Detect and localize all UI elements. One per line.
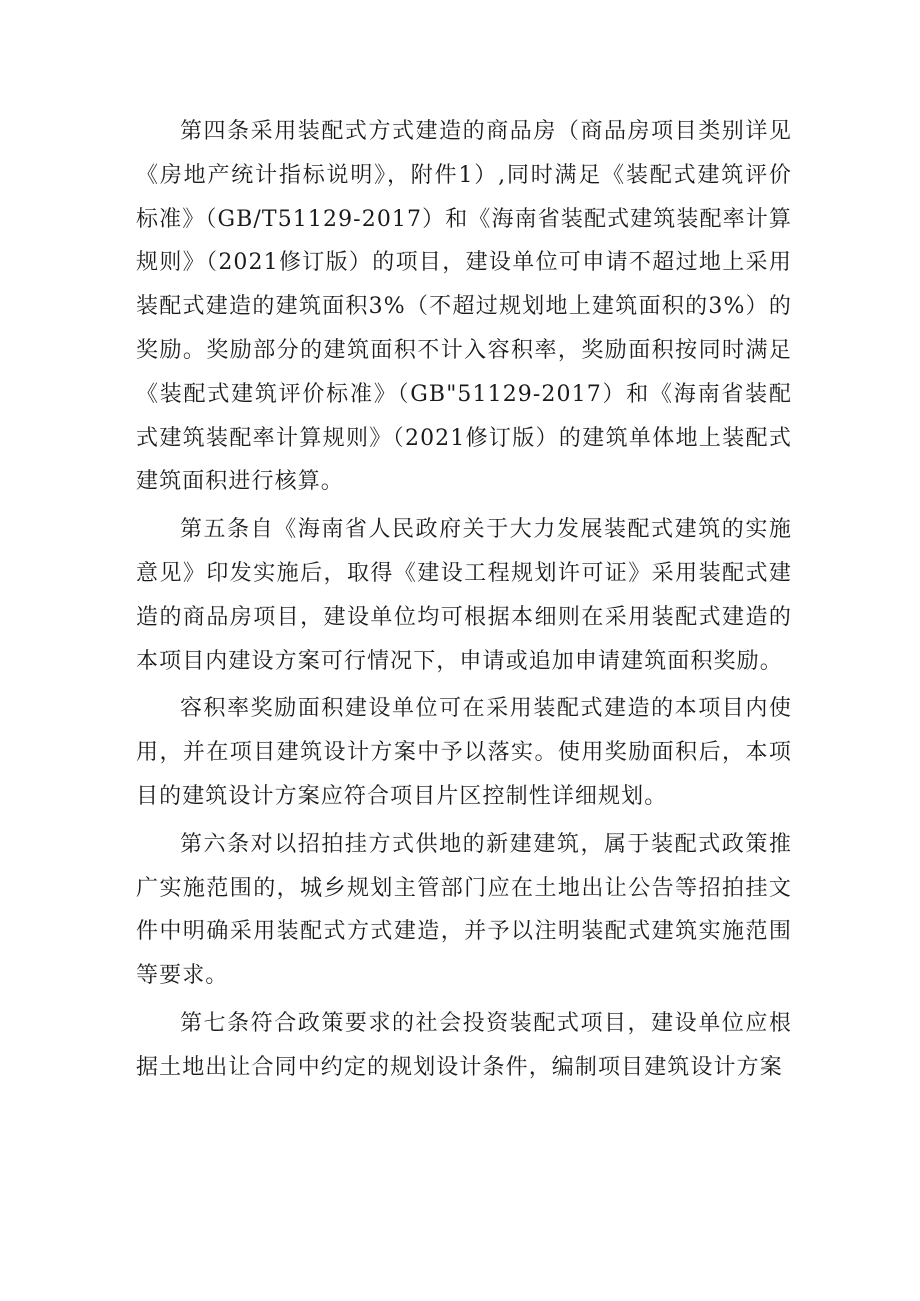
paragraph-article-5: 第五条自《海南省人民政府关于大力发展装配式建筑的实施意见》印发实施后，取得《建设工程规划许可证》采用装配式建造的商品房项目，建设单位均可根据本细则在采用装配式建造的本项目内建设方案可行情况下，申请或追加申请建筑面积奖励。 [136,517,792,674]
paragraph-article-6: 第六条对以招拍挂方式供地的新建建筑，属于装配式政策推广实施范围的，城乡规划主管部门应在土地出让公告等招拍挂文件中明确采用装配式方式建造，并予以注明装配式建筑实施范围等要求。 [136,831,792,989]
paragraph-floor-area-bonus: 容积率奖励面积建设单位可在采用装配式建造的本项目内使用，并在项目建筑设计方案中予以落实。使用奖励面积后，本项目的建筑设计方案应符合项目片区控制性详细规划。 [136,696,792,809]
paragraph-article-7: 第七条符合政策要求的社会投资装配式项目，建设单位应根据土地出让合同中约定的规划设计条件，编制项目建筑设计方案 [136,1010,792,1080]
paragraph-article-4: 第四条采用装配式方式建造的商品房（商品房项目类别详见《房地产统计指标说明》，附件1）,同时满足《装配式建筑评价标准》（GB/T51129-2017）和《海南省装配式建筑装配率计算规则》（2021修订版）的项目，建设单位可申请不超过地上采用装配式建造的建筑面积3%（不超过规划地上建筑面积的3%）的奖励。奖励部分的建筑面积不计入容积率，奖励面积按同时满足《装配式建筑评价标准》（GB"51129-2017）和《海南省装配式建筑装配率计算规则》（2021修订版）的建筑单体地上装配式建筑面积进行核算。 [136,119,792,495]
document-body [136,110,792,1094]
